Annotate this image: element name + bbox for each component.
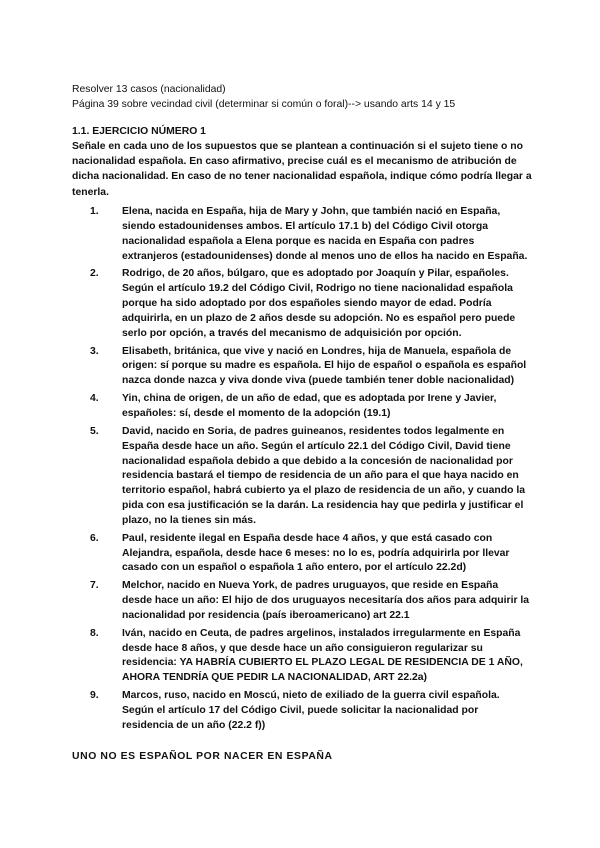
case-number: 2. bbox=[90, 268, 99, 280]
case-text: Elena, nacida en España, hija de Mary y John, que también nació en España, siendo estadounidenses ambos. El artículo 17.1 b) del Código Civil otorga nacionalidad española a Elena porque es nacida en España con padres extranjeros (estadounidenses) donde al menos uno de ellos ha nacido en España. bbox=[122, 206, 528, 262]
case-text: Rodrigo, de 20 años, búlgaro, que es adoptado por Joaquín y Pilar, españoles. Según el artículo 19.2 del Código Civil, Rodrigo no tiene nacionalidad española porque ha sido adoptado por dos españoles siendo mayor de edad. Podría adquirirla, en un plazo de 2 años desde su adopción. No es español pero puede serlo por opción, a través del mecanismo de adquisición por opción. bbox=[122, 268, 516, 339]
case-number: 4. bbox=[90, 393, 99, 405]
intro-line-1: Resolver 13 casos (nacionalidad) bbox=[72, 84, 226, 95]
case-item bbox=[90, 425, 530, 529]
case-text: Marcos, ruso, nacido en Moscú, nieto de exiliado de la guerra civil española. Según el artículo 17 del Código Civil, puede solicitar la nacionalidad por residencia de un año (22.2 f)) bbox=[122, 690, 500, 731]
intro-line-2: Página 39 sobre vecindad civil (determinar si común o foral)--> usando arts 14 y 15 bbox=[72, 99, 456, 110]
case-text: Elisabeth, británica, que vive y nació en Londres, hija de Manuela, española de origen: sí porque su madre es española. El hijo de español o española es español nazca donde nazca y viva donde viva (puede también tener doble nacionalidad) bbox=[122, 345, 527, 387]
cases-list bbox=[90, 205, 530, 737]
exercise-heading: 1.1. EJERCICIO NÚMERO 1 bbox=[72, 126, 206, 137]
case-item bbox=[90, 392, 530, 422]
case-item bbox=[90, 267, 530, 341]
case-text: Iván, nacido en Ceuta, de padres argelinos, instalados irregularmente en España desde hace 8 años, y que desde hace un año consiguieron regularizar su residencia: YA HABRÍA CUBIERTO EL PLAZO LEGAL DE RESIDENCIA DE 1 AÑO, AHORA TENDRÍA QUE PEDIR LA NACIONALIDAD, ART 22.2a) bbox=[122, 627, 523, 684]
exercise-statement: Señale en cada uno de los supuestos que se plantean a continuación si el sujeto tiene o no nacionalidad española. En caso afirmativo, precise cuál es el mecanismo de atribución de dicha nacionalidad. En caso de no tener nacionalidad española, indique cómo podría llegar a tenerla. bbox=[72, 141, 532, 198]
case-item bbox=[90, 689, 530, 734]
case-number: 5. bbox=[90, 425, 99, 437]
closing-statement: UNO NO ES ESPAÑOL POR NACER EN ESPAÑA bbox=[72, 751, 333, 762]
case-item bbox=[90, 345, 530, 390]
intro-notes bbox=[72, 82, 542, 112]
case-text: Yin, china de origen, de un año de edad, que es adoptada por Irene y Javier, españoles: sí, desde el momento de la adopción (19.1) bbox=[122, 393, 497, 419]
case-text: David, nacido en Soria, de padres guineanos, residentes todos legalmente en España desde hace un año. Según el artículo 22.1 del Código Civil, David tiene nacionalidad española debido a que debido a la concesión de nacionalidad por residencia bastará el tiempo de residencia de un año para el que haya nacido en territorio español, habrá cubierto ya el plazo de residencia de un año, y cuando la pida con esa justificación se la darán. La residencia hay que pedirla y justificar el plazo, no la tienes sin más. bbox=[122, 425, 526, 526]
case-item bbox=[90, 532, 530, 577]
case-number: 9. bbox=[90, 690, 99, 702]
case-number: 1. bbox=[90, 206, 99, 217]
case-item bbox=[90, 579, 530, 624]
case-number: 3. bbox=[90, 345, 99, 357]
case-item bbox=[90, 205, 530, 264]
case-text: Melchor, nacido en Nueva York, de padres uruguayos, que reside en España desde hace un año: El hijo de dos uruguayos necesitaría dos años para adquirir la nacionalidad por residencia (país iberoamericano) art 22.1 bbox=[122, 580, 530, 621]
case-text: Paul, residente ilegal en España desde hace 4 años, y que está casado con Alejandra, española, desde hace 6 meses: no lo es, podría adquirirla por llevar casado con un español o española 1 año entero, por el artículo 22.2d) bbox=[122, 532, 510, 574]
case-item bbox=[90, 627, 530, 686]
case-number: 8. bbox=[90, 627, 99, 639]
case-number: 7. bbox=[90, 580, 99, 592]
case-number: 6. bbox=[90, 532, 99, 544]
